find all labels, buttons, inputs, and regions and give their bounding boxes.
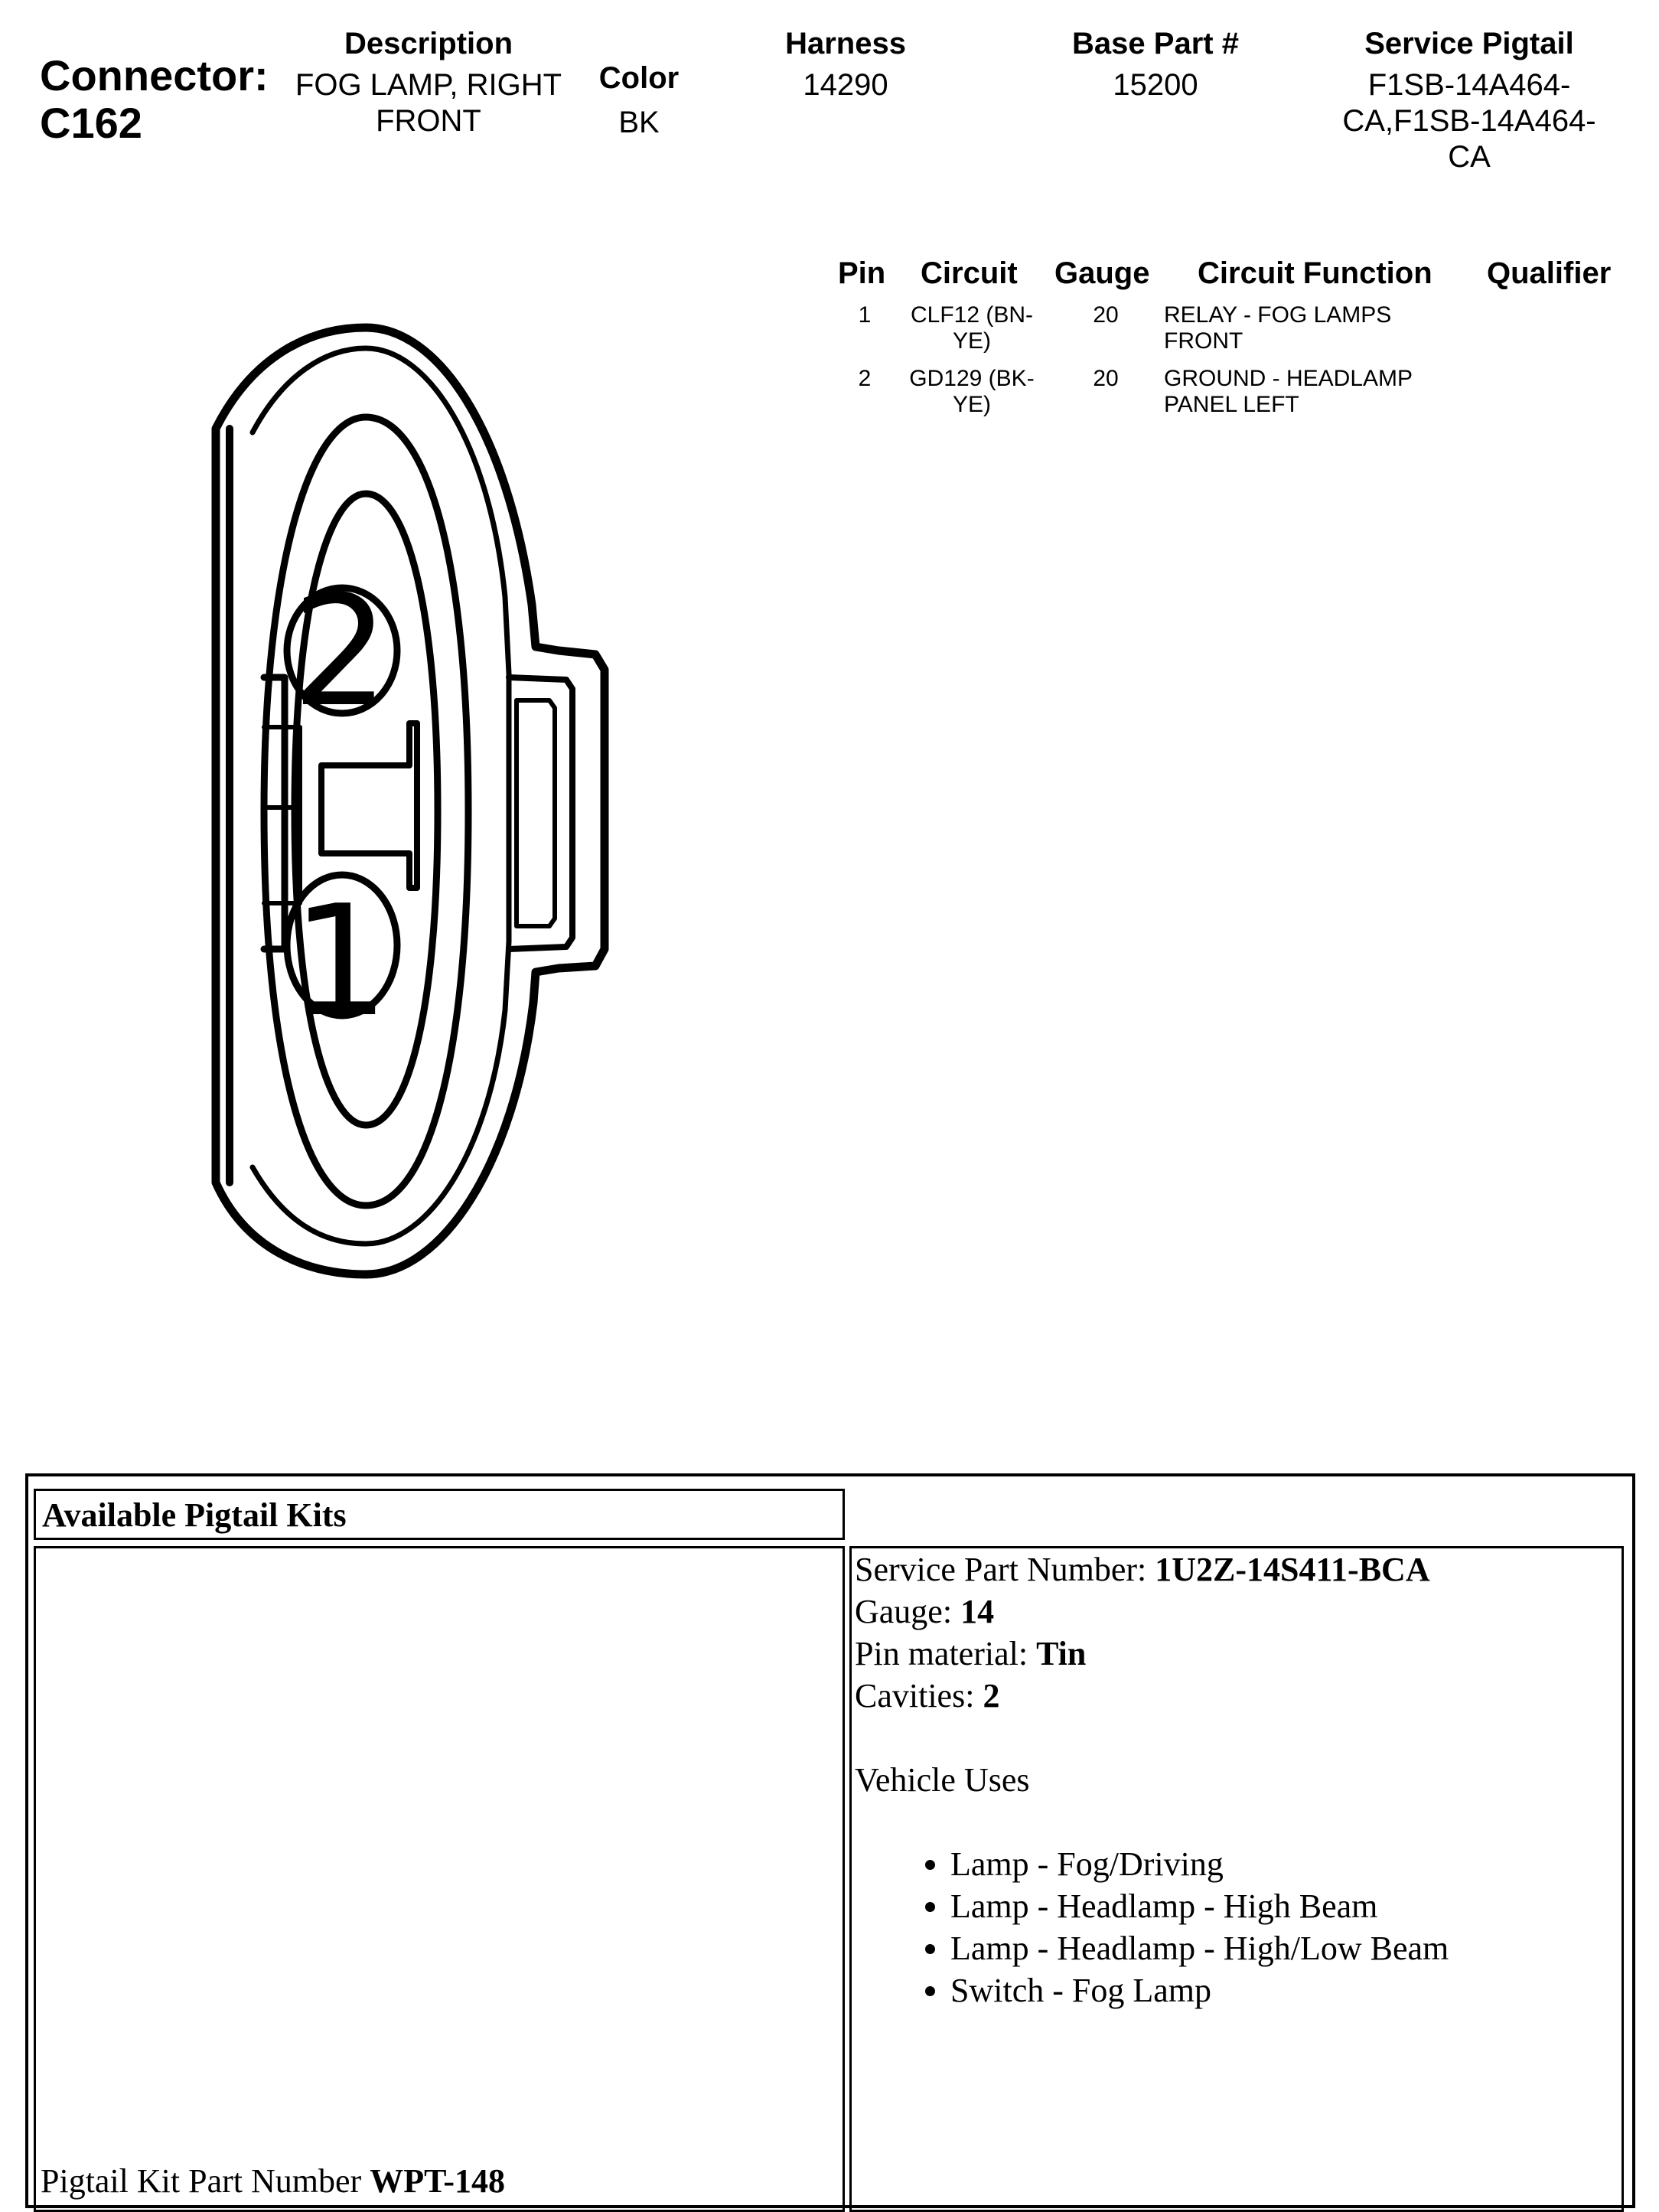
service-part-value: 1U2Z-14S411-BCA: [1155, 1551, 1430, 1588]
connector-face-diagram: [0, 0, 689, 1316]
service-part-label: Service Part Number:: [855, 1551, 1147, 1588]
row1-function-line1: RELAY - FOG LAMPS: [1164, 302, 1392, 328]
row2-function-line2: PANEL LEFT: [1164, 392, 1299, 417]
pigtail-kit-cell: [34, 1546, 845, 2212]
vehicle-use-item: • Lamp - Headlamp - High/Low Beam: [950, 1927, 1449, 1969]
row1-circuit-line2: YE): [952, 328, 991, 354]
gauge-value: 14: [960, 1593, 995, 1630]
vehicle-uses-list: [855, 1843, 1449, 2011]
row2-gauge: 20: [1093, 366, 1119, 391]
pigtail-title-cell: [34, 1489, 845, 1540]
row2-circuit-line2: YE): [952, 392, 991, 417]
pin-material-label: Pin material:: [855, 1635, 1028, 1672]
pigtail-title: Available Pigtail Kits: [42, 1496, 347, 1534]
cavity-2-label: 2: [292, 563, 389, 741]
service-pigtail-line1: F1SB-14A464-: [1367, 68, 1571, 102]
cavities-value: 2: [983, 1677, 1000, 1714]
gauge-line: [855, 1590, 1449, 1633]
description-line1: FOG LAMP, RIGHT: [295, 68, 562, 102]
pigtail-kit-part: [41, 2160, 505, 2202]
description-line2: FRONT: [376, 104, 481, 138]
base-part-label: Base Part #: [1072, 27, 1239, 60]
pigtail-details: [855, 1548, 1449, 2011]
connector-id: C162: [40, 99, 142, 147]
cavities-label: Cavities:: [855, 1677, 975, 1714]
service-part-line: [855, 1548, 1449, 1590]
service-pigtail-label: Service Pigtail: [1364, 27, 1574, 60]
row2-function: [1164, 366, 1413, 418]
base-part-value: 15200: [1113, 68, 1198, 102]
row2-circuit-line1: GD129 (BK-: [909, 366, 1035, 391]
gauge-header: Gauge: [1054, 256, 1150, 290]
pin-material-line: [855, 1633, 1449, 1675]
row1-function-line2: FRONT: [1164, 328, 1243, 354]
harness-value: 14290: [803, 68, 888, 102]
row1-pin: 1: [858, 302, 872, 328]
row2-circuit: [895, 366, 1048, 418]
service-pigtail-column: [1331, 27, 1607, 175]
cavity-1-label: 1: [292, 873, 389, 1051]
vehicle-use-item: • Switch - Fog Lamp: [950, 1969, 1449, 2011]
gauge-label: Gauge:: [855, 1593, 953, 1630]
circuit-function-header: Circuit Function: [1198, 256, 1432, 290]
row1-circuit: [895, 302, 1048, 354]
vehicle-use-item: • Lamp - Headlamp - High Beam: [950, 1885, 1449, 1927]
row1-gauge: 20: [1093, 302, 1119, 328]
service-pigtail-line2: CA,F1SB-14A464-: [1342, 104, 1596, 138]
color-label: Color: [598, 61, 680, 95]
harness-label: Harness: [785, 27, 906, 60]
vehicle-uses-label: Vehicle Uses: [855, 1761, 1030, 1799]
cavities-line: [855, 1675, 1449, 1717]
connector-label: Connector:: [40, 51, 269, 100]
row2-function-line1: GROUND - HEADLAMP: [1164, 366, 1413, 391]
color-value: BK: [618, 106, 660, 139]
vehicle-use-item: • Lamp - Fog/Driving: [950, 1843, 1449, 1885]
pin-material-value: Tin: [1036, 1635, 1087, 1672]
row1-circuit-line1: CLF12 (BN-: [910, 302, 1034, 328]
pigtail-details-cell: [849, 1546, 1624, 2212]
circuit-header: Circuit: [921, 256, 1018, 290]
base-part-column: [1041, 27, 1270, 103]
description-label: Description: [344, 27, 513, 60]
row2-pin: 2: [858, 366, 872, 391]
harness-column: [750, 27, 941, 103]
pigtail-kit-part-value: WPT-148: [370, 2162, 506, 2200]
service-pigtail-line3: CA: [1448, 140, 1491, 174]
qualifier-header: Qualifier: [1487, 256, 1612, 290]
pin-header: Pin: [838, 256, 886, 290]
row1-function: [1164, 302, 1391, 354]
pigtail-kit-part-label: Pigtail Kit Part Number: [41, 2162, 362, 2200]
